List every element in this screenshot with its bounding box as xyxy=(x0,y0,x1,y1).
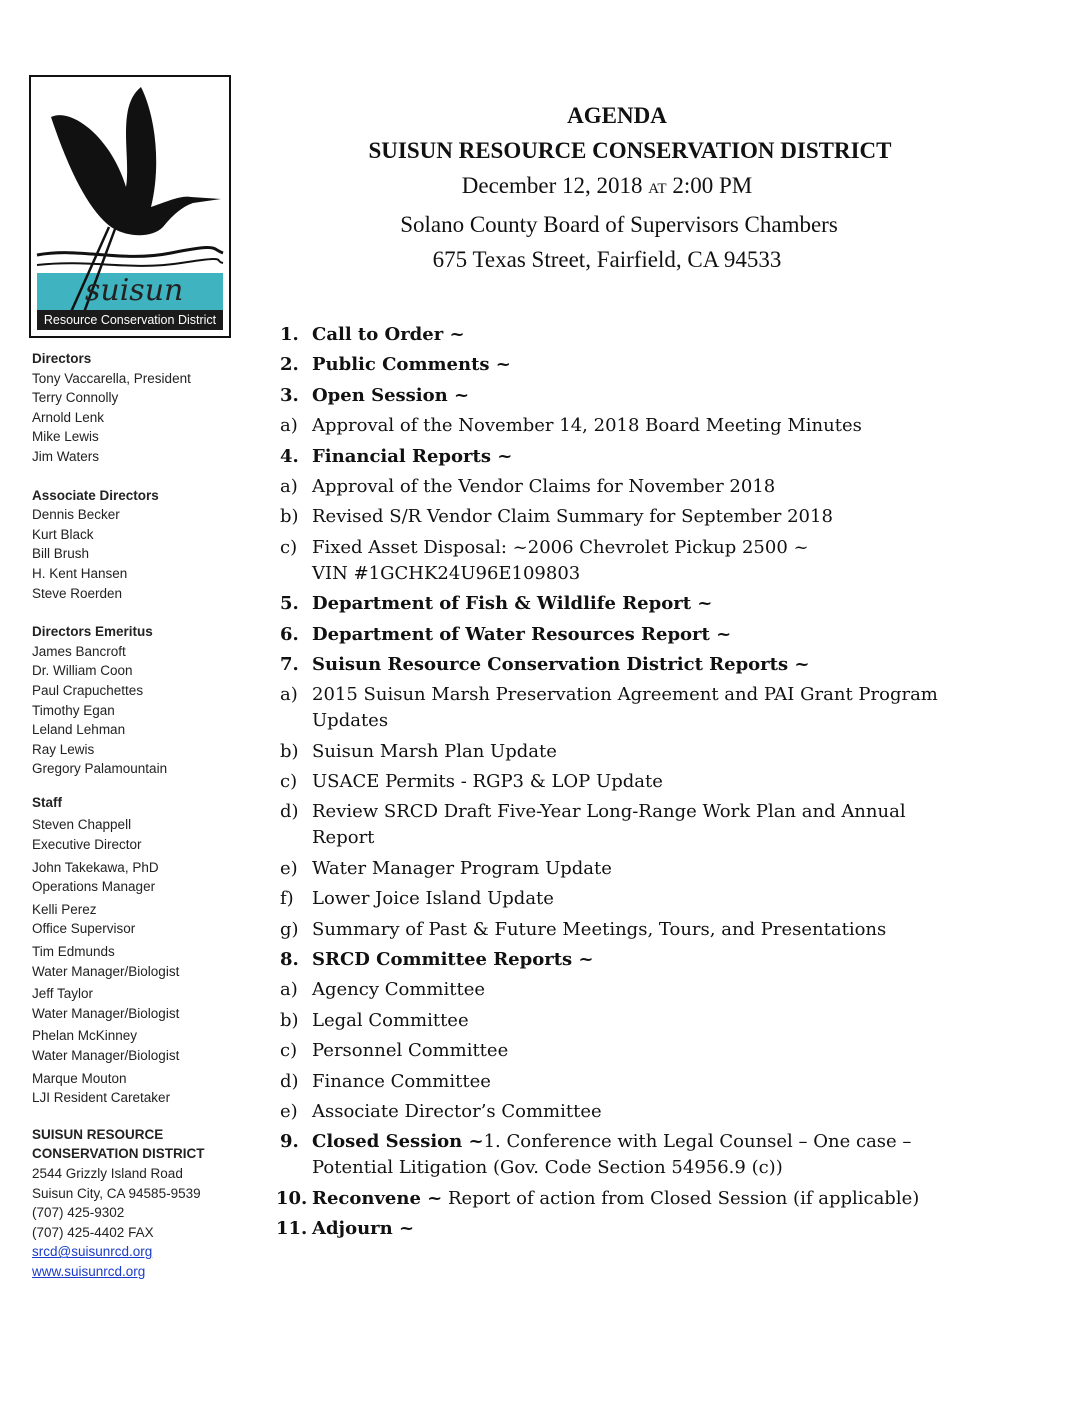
meeting-datetime xyxy=(254,168,960,207)
item-marker: e) xyxy=(280,1100,298,1122)
staff-name: Kelli Perez xyxy=(32,901,97,917)
item-text: Open Session ~ xyxy=(312,384,470,406)
agenda-item xyxy=(276,352,976,378)
item-marker: 6. xyxy=(280,623,299,645)
associate-director-name: Kurt Black xyxy=(32,526,94,542)
item-text: Legal Committee xyxy=(312,1009,469,1031)
item-marker: 2. xyxy=(280,354,299,376)
website-link[interactable]: www.suisunrcd.org xyxy=(32,1263,146,1279)
district-logo xyxy=(29,75,231,338)
staff-section xyxy=(32,793,232,1108)
item-marker: c) xyxy=(280,536,298,558)
meeting-venue: Solano County Board of Supervisors Chambers xyxy=(400,212,838,237)
contact-section xyxy=(32,1125,232,1282)
contact-city: Suisun City, CA 94585-9539 xyxy=(32,1185,201,1201)
contact-org-line2: CONSERVATION DISTRICT xyxy=(32,1146,205,1162)
item-text-continued: Updates xyxy=(312,710,389,732)
meeting-time: 2:00 PM xyxy=(672,173,753,198)
associate-director-name: Dennis Becker xyxy=(32,507,120,523)
emeritus-name: Ray Lewis xyxy=(32,741,95,757)
agenda-item xyxy=(276,622,976,648)
agenda-subitem xyxy=(276,1099,976,1125)
item-marker: 10. xyxy=(276,1187,308,1209)
item-text: Adjourn ~ xyxy=(312,1218,415,1240)
item-text: Suisun Resource Conservation District Reports ~ xyxy=(312,653,810,675)
staff-title: LJI Resident Caretaker xyxy=(32,1090,171,1106)
item-marker: 9. xyxy=(280,1131,299,1153)
staff-name: Jeff Taylor xyxy=(32,986,94,1002)
directors-section xyxy=(32,349,232,467)
item-text: Department of Water Resources Report ~ xyxy=(312,623,732,645)
staff-title: Water Manager/Biologist xyxy=(32,963,180,979)
item-text-continued: Report xyxy=(312,827,375,849)
contact-org-line1: SUISUN RESOURCE xyxy=(32,1126,164,1142)
agenda-item xyxy=(276,444,976,470)
organization-name: SUISUN RESOURCE CONSERVATION DISTRICT xyxy=(368,138,892,163)
associate-director-name: H. Kent Hansen xyxy=(32,565,128,581)
item-marker: 11. xyxy=(276,1218,308,1240)
item-text: Revised S/R Vendor Claim Summary for September 2018 xyxy=(312,506,833,528)
staff-member xyxy=(32,1069,232,1108)
director-name: Terry Connolly xyxy=(32,390,119,406)
staff-title: Operations Manager xyxy=(32,879,156,895)
item-marker: g) xyxy=(280,918,299,940)
agenda-item xyxy=(276,947,976,973)
item-text: Suisun Marsh Plan Update xyxy=(312,740,557,762)
item-text: Call to Order ~ xyxy=(312,324,465,345)
item-marker: 7. xyxy=(280,653,299,675)
item-text-continued: VIN #1GCHK24U96E109803 xyxy=(312,562,581,584)
item-text: Agency Committee xyxy=(312,979,486,1001)
item-text: Water Manager Program Update xyxy=(312,857,612,879)
item-text-tail: Report of action from Closed Session (if applicable) xyxy=(442,1187,920,1209)
item-text: Personnel Committee xyxy=(312,1040,509,1062)
item-text-continued: Potential Litigation (Gov. Code Section 54956.9 (c)) xyxy=(312,1157,783,1179)
directors-heading: Directors xyxy=(32,351,92,366)
item-marker: e) xyxy=(280,857,298,879)
item-text: SRCD Committee Reports ~ xyxy=(312,949,594,971)
item-text: Lower Joice Island Update xyxy=(312,888,554,910)
item-text: Finance Committee xyxy=(312,1070,491,1092)
staff-title: Water Manager/Biologist xyxy=(32,1048,180,1063)
item-marker: 4. xyxy=(280,445,299,467)
agenda-item xyxy=(276,322,976,348)
item-marker: a) xyxy=(280,475,298,497)
item-marker: c) xyxy=(280,771,298,793)
agenda-item xyxy=(276,1186,976,1212)
emeritus-name: Paul Crapuchettes xyxy=(32,682,144,698)
item-text: Department of Fish & Wildlife Report ~ xyxy=(312,593,713,615)
contact-street: 2544 Grizzly Island Road xyxy=(32,1165,183,1181)
staff-member xyxy=(32,942,232,981)
director-name: Tony Vaccarella, President xyxy=(32,370,191,386)
staff-title: Office Supervisor xyxy=(32,921,136,937)
item-marker: d) xyxy=(280,801,299,823)
item-text: Fixed Asset Disposal: ~2006 Chevrolet Pickup 2500 ~ xyxy=(312,536,809,558)
agenda-subitem xyxy=(276,977,976,1003)
staff-member xyxy=(32,984,232,1023)
directors-emeritus-section xyxy=(32,622,232,779)
item-text: Approval of the Vendor Claims for November 2018 xyxy=(312,475,776,497)
emeritus-name: James Bancroft xyxy=(32,643,126,659)
item-marker: b) xyxy=(280,740,299,762)
meeting-date: December 12, 2018 xyxy=(461,173,643,198)
associate-director-name: Bill Brush xyxy=(32,546,90,562)
director-name: Arnold Lenk xyxy=(32,409,105,425)
item-text: Reconvene ~ xyxy=(312,1187,443,1209)
item-marker: a) xyxy=(280,979,298,1001)
agenda-subitem xyxy=(276,535,976,587)
agenda-subitem xyxy=(276,856,976,882)
agenda-subitem xyxy=(276,769,976,795)
staff-name: Tim Edmunds xyxy=(32,944,115,960)
item-text: Summary of Past & Future Meetings, Tours, and Presentations xyxy=(312,918,887,940)
associate-directors-section xyxy=(32,486,232,604)
staff-title: Water Manager/Biologist xyxy=(32,1005,180,1021)
item-marker: 5. xyxy=(280,593,299,615)
item-text: USACE Permits - RGP3 & LOP Update xyxy=(312,771,663,793)
item-marker: f) xyxy=(280,888,294,910)
agenda-subitem xyxy=(276,1069,976,1095)
item-text: Review SRCD Draft Five-Year Long-Range Work Plan and Annual xyxy=(312,801,906,823)
logo-caption: Resource Conservation District xyxy=(37,310,223,330)
item-marker: d) xyxy=(280,1070,299,1092)
agenda-header xyxy=(300,98,960,277)
sidebar xyxy=(32,349,232,1282)
meeting-address: 675 Texas Street, Fairfield, CA 94533 xyxy=(432,247,782,272)
contact-phone: (707) 425-9302 xyxy=(32,1205,125,1221)
item-text: Associate Director’s Committee xyxy=(312,1100,602,1122)
item-text-tail: 1. Conference with Legal Counsel – One case – xyxy=(483,1131,912,1153)
item-marker: b) xyxy=(280,506,299,528)
associate-director-name: Steve Roerden xyxy=(32,585,123,601)
emeritus-name: Leland Lehman xyxy=(32,722,126,738)
meeting-at: AT xyxy=(648,181,667,197)
item-marker: 1. xyxy=(280,324,299,345)
item-text: Closed Session ~ xyxy=(312,1131,484,1153)
item-text: Financial Reports ~ xyxy=(312,445,513,467)
item-marker: a) xyxy=(280,684,298,706)
contact-fax: (707) 425-4402 FAX xyxy=(32,1224,154,1240)
item-marker: a) xyxy=(280,415,298,437)
agenda-subitem xyxy=(276,799,976,851)
agenda-item xyxy=(276,652,976,678)
staff-name: John Takekawa, PhD xyxy=(32,859,159,875)
directors-emeritus-heading: Directors Emeritus xyxy=(32,624,153,640)
item-marker: c) xyxy=(280,1040,298,1062)
item-marker: b) xyxy=(280,1009,299,1031)
agenda-subitem xyxy=(276,1008,976,1034)
emeritus-name: Dr. William Coon xyxy=(32,663,133,679)
item-marker: 8. xyxy=(280,949,299,971)
agenda-subitem xyxy=(276,413,976,439)
emeritus-name: Gregory Palamountain xyxy=(32,761,168,777)
agenda-subitem xyxy=(276,1038,976,1064)
associate-directors-heading: Associate Directors xyxy=(32,487,159,503)
agenda-subitem xyxy=(276,917,976,943)
agenda-subitem xyxy=(276,739,976,765)
director-name: Mike Lewis xyxy=(32,429,99,445)
agenda-item xyxy=(276,591,976,617)
agenda-subitem xyxy=(276,682,976,734)
agenda-item xyxy=(276,383,976,409)
director-name: Jim Waters xyxy=(32,448,99,464)
staff-heading: Staff xyxy=(32,794,62,810)
staff-name: Marque Mouton xyxy=(32,1070,127,1086)
item-marker: 3. xyxy=(280,384,299,406)
staff-member xyxy=(32,1026,232,1065)
agenda-list xyxy=(276,322,976,1247)
staff-member xyxy=(32,858,232,897)
email-link[interactable]: srcd@suisunrcd.org xyxy=(32,1244,153,1260)
agenda-subitem xyxy=(276,504,976,530)
staff-name: Steven Chappell xyxy=(32,817,132,833)
item-text: 2015 Suisun Marsh Preservation Agreement and PAI Grant Program xyxy=(312,684,938,706)
staff-name: Phelan McKinney xyxy=(32,1028,138,1044)
item-text: Public Comments ~ xyxy=(312,354,511,376)
agenda-subitem xyxy=(276,474,976,500)
logo-wordmark: suisun xyxy=(85,273,184,308)
emeritus-name: Timothy Egan xyxy=(32,702,115,718)
staff-member xyxy=(32,815,232,854)
agenda-title: AGENDA xyxy=(567,103,667,128)
agenda-item xyxy=(276,1216,976,1242)
staff-member xyxy=(32,900,232,939)
staff-title: Executive Director xyxy=(32,837,142,853)
item-text: Approval of the November 14, 2018 Board Meeting Minutes xyxy=(312,415,862,437)
agenda-item xyxy=(276,1129,976,1181)
agenda-subitem xyxy=(276,886,976,912)
